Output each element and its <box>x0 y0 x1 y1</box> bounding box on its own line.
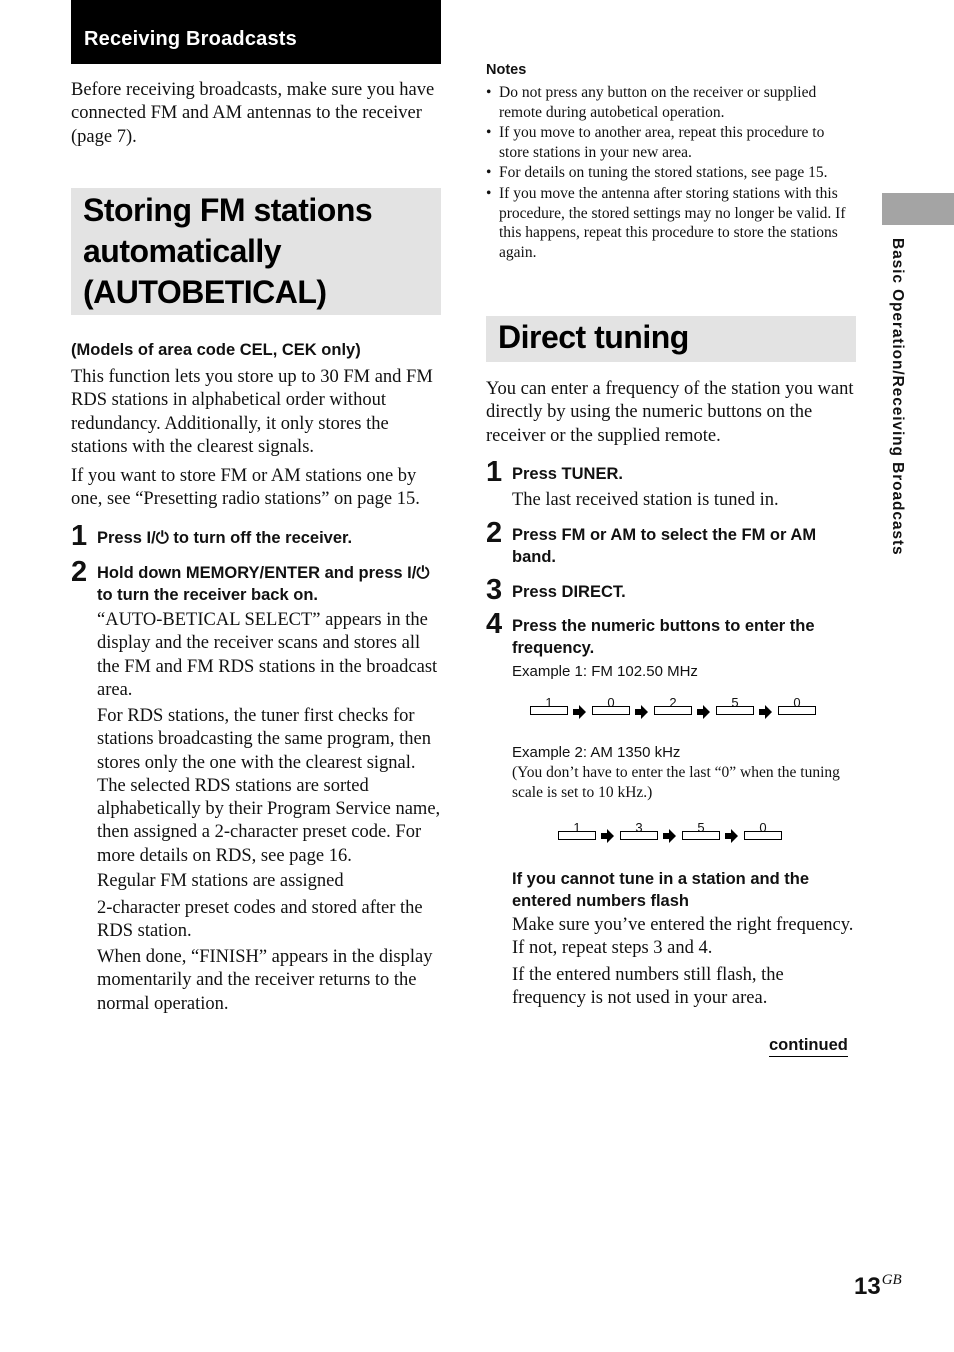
key-digit: 3 <box>635 820 643 835</box>
key-button <box>530 696 568 716</box>
key-digit: 0 <box>793 695 801 710</box>
step2-body-2: For RDS stations, the tuner first checks for stations broadcasting the same program, then stores only the one with the clearest signal. The selected RDS stations are sorted alphabetically by their Program Service name, then assigned a 2-character preset code. For more details on RDS, see page 16. <box>97 706 441 866</box>
example-2-key-sequence <box>558 821 788 847</box>
note-item: • If you move to another area, repeat this procedure to store stations in your new area. <box>486 123 852 162</box>
trouble-para-1: Make sure you’ve entered the right frequency. If not, repeat steps 3 and 4. <box>512 915 854 959</box>
step-text: Hold down MEMORY/ENTER and press I/⏻ to turn the receiver back on. <box>97 564 430 604</box>
step-number: 1 <box>486 456 503 488</box>
key-digit: 5 <box>697 820 705 835</box>
note-item: • If you move the antenna after storing stations with this procedure, the stored settings may no longer be valid. If this happens, repeat this procedure to store the stations again. <box>486 184 852 262</box>
section-banner <box>71 0 441 64</box>
example-2-label: Example 2: AM 1350 kHz <box>512 744 681 761</box>
step-text: Press FM or AM to select the FM or AM band. <box>512 526 817 566</box>
example-1-label: Example 1: FM 102.50 MHz <box>512 663 698 680</box>
side-tab-marker <box>882 193 954 225</box>
step-text: Press the numeric buttons to enter the frequency. <box>512 617 815 657</box>
step-text: Press DIRECT. <box>512 583 626 601</box>
example-1-key-sequence <box>530 696 820 722</box>
page-number <box>854 1272 902 1301</box>
arrow-right-icon <box>601 829 615 843</box>
arrow-right-icon <box>663 829 677 843</box>
arrow-right-icon <box>635 705 649 719</box>
example-2-note: (You don’t have to enter the last “0” when the tuning scale is set to 10 kHz.) <box>512 764 840 801</box>
notes-list <box>486 83 852 263</box>
autobetical-para-2: If you want to store FM or AM stations one by one, see “Presetting radio stations” on page 15. <box>71 466 420 510</box>
trouble-heading: If you cannot tune in a station and the entered numbers flash <box>512 870 810 910</box>
arrow-right-icon <box>725 829 739 843</box>
key-digit: 2 <box>669 695 677 710</box>
step-text: Press TUNER. <box>512 465 623 483</box>
step-number: 3 <box>486 574 503 606</box>
page-number-value: 13 <box>854 1273 881 1300</box>
direct-tuning-heading <box>486 316 856 362</box>
autobetical-heading <box>71 188 441 315</box>
key-button <box>592 696 630 716</box>
step2-body-3: Regular FM stations are assigned <box>97 871 344 891</box>
note-item: • For details on tuning the stored stations, see page 15. <box>486 163 852 183</box>
side-section-label <box>888 238 912 628</box>
key-button <box>744 821 782 841</box>
key-button <box>682 821 720 841</box>
step-number: 1 <box>71 520 88 552</box>
autobetical-para-1: This function lets you store up to 30 FM and FM RDS stations in alphabetical order without redundancy. Additionally, it only stores the stations with the clearest signals. <box>71 367 433 457</box>
section-banner-label: Receiving Broadcasts <box>84 28 297 50</box>
step-text: Press I/⏻ to turn off the receiver. <box>97 529 353 547</box>
continued-label: continued <box>769 1036 848 1057</box>
intro-paragraph: Before receiving broadcasts, make sure you have connected FM and AM antennas to the receiver (page 7). <box>71 80 435 147</box>
page-number-suffix: GB <box>881 1272 902 1288</box>
trouble-para-2: If the entered numbers still flash, the frequency is not used in your area. <box>512 965 784 1009</box>
step2-body-4: 2-character preset codes and stored after the RDS station. <box>97 898 423 942</box>
step2-body-5: When done, “FINISH” appears in the display momentarily and the receiver returns to the normal operation. <box>97 947 433 1014</box>
key-button <box>620 821 658 841</box>
step-number: 4 <box>486 608 503 640</box>
key-digit: 0 <box>607 695 615 710</box>
heading-line: Direct tuning <box>498 319 689 355</box>
direct-intro: You can enter a frequency of the station you want directly by using the numeric buttons on the receiver or the supplied remote. <box>486 379 854 446</box>
side-section-label-text: Basic Operation/Receiving Broadcasts <box>889 238 906 556</box>
step-number: 2 <box>486 517 503 549</box>
arrow-right-icon <box>697 705 711 719</box>
notes-title: Notes <box>486 62 527 78</box>
key-button <box>716 696 754 716</box>
key-button <box>778 696 816 716</box>
note-item: • Do not press any button on the receiver or supplied remote during autobetical operation. <box>486 83 852 122</box>
key-digit: 1 <box>545 695 553 710</box>
heading-line: automatically <box>83 233 282 269</box>
step-body: The last received station is tuned in. <box>512 490 779 510</box>
key-digit: 1 <box>573 820 581 835</box>
key-button <box>654 696 692 716</box>
step2-body-1: “AUTO-BETICAL SELECT” appears in the display and the receiver scans and stores all the FM and FM RDS stations in the broadcast area. <box>97 610 438 700</box>
step-number: 2 <box>71 556 88 588</box>
heading-line: (AUTOBETICAL) <box>83 274 327 310</box>
arrow-right-icon <box>573 705 587 719</box>
key-button <box>558 821 596 841</box>
key-digit: 0 <box>759 820 767 835</box>
models-subtitle: (Models of area code CEL, CEK only) <box>71 341 361 359</box>
arrow-right-icon <box>759 705 773 719</box>
key-digit: 5 <box>731 695 739 710</box>
heading-line: Storing FM stations <box>83 192 373 228</box>
